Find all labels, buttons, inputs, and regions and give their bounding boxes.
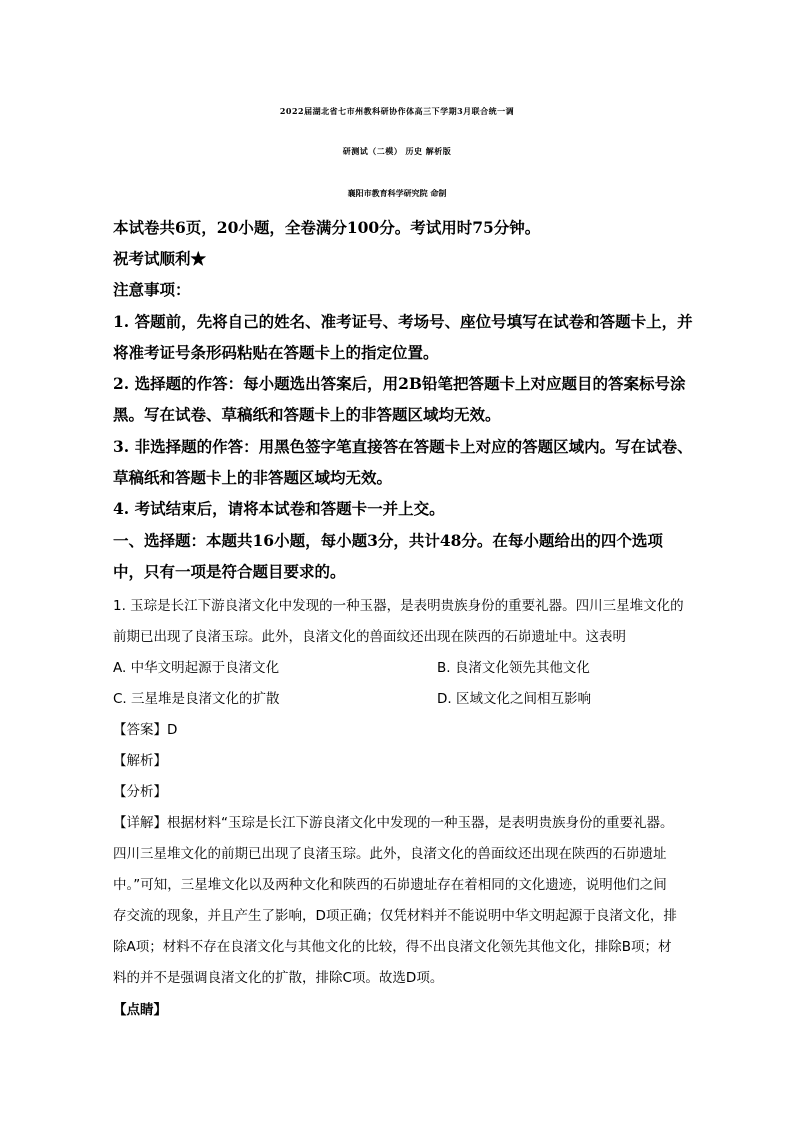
detail-line: 除A项；材料不存在良渚文化与其他文化的比较，得不出良渚文化领先其他文化，排除B项；材	[113, 939, 672, 955]
notice-line: 1. 答题前，先将自己的姓名、准考证号、考场号、座位号填写在试卷和答题卡上，并	[113, 312, 693, 331]
exam-wish: 祝考试顺利★	[113, 249, 207, 268]
notice-line: 4. 考试结束后，请将本试卷和答题卡一并上交。	[113, 499, 445, 518]
answer-line: 【答案】D	[113, 722, 178, 738]
detail-line: 存交流的现象，并且产生了影响，D项正确；仅凭材料并不能说明中华文明起源于良渚文化，排	[113, 908, 677, 924]
notice-line: 3. 非选择题的作答：用黑色签字笔直接答在答题卡上对应的答题区域内。写在试卷、	[113, 437, 693, 456]
option-d: D. 区域文化之间相互影响	[437, 691, 591, 707]
notice-line: 黑。写在试卷、草稿纸和答题卡上的非答题区域均无效。	[113, 405, 501, 424]
question-stem-line: 1. 玉琮是长江下游良渚文化中发现的一种玉器，是表明贵族身份的重要礼器。四川三星堆文化的	[113, 598, 684, 614]
exam-info: 本试卷共6页，20小题，全卷满分100分。考试用时75分钟。	[113, 218, 541, 237]
analysis-label: 【解析】	[113, 753, 167, 769]
notice-heading: 注意事项：	[113, 280, 191, 299]
option-a: A. 中华文明起源于良渚文化	[113, 660, 280, 676]
fenxi-label: 【分析】	[113, 784, 167, 800]
option-c: C. 三星堆是良渚文化的扩散	[113, 691, 280, 707]
notice-line: 将准考证号条形码粘贴在答题卡上的指定位置。	[113, 343, 439, 362]
section-heading-line-2: 中，只有一项是符合题目要求的。	[113, 562, 346, 581]
notice-line: 草稿纸和答题卡上的非答题区域均无效。	[113, 468, 393, 487]
document-title-line-2: 研测试（二模） 历史 解析版	[342, 146, 452, 156]
document-issuer: 襄阳市教育科学研究院 命制	[347, 188, 447, 198]
option-b: B. 良渚文化领先其他文化	[437, 660, 590, 676]
document-title-line-1: 2022届湖北省七市州教科研协作体高三下学期3月联合统一调	[279, 106, 515, 116]
notice-line: 2. 选择题的作答：每小题选出答案后，用2B铅笔把答题卡上对应题目的答案标号涂	[113, 374, 686, 393]
question-stem-line: 前期已出现了良渚玉琮。此外，良渚文化的兽面纹还出现在陕西的石峁遗址中。这表明	[113, 629, 626, 645]
section-heading-line-1: 一、选择题：本题共16小题，每小题3分，共计48分。在每小题给出的四个选项	[113, 531, 663, 550]
dianjing-label: 【点睛】	[113, 1002, 167, 1018]
detail-line: 四川三星堆文化的前期已出现了良渚玉琮。此外，良渚文化的兽面纹还出现在陕西的石峁遗址	[113, 846, 667, 862]
detail-line: 料的并不是强调良渚文化的扩散，排除C项。故选D项。	[113, 970, 444, 986]
detail-line: 中。”可知，三星堆文化以及两种文化和陕西的石峁遗址存在着相同的文化遗迹，说明他们之间	[113, 877, 667, 893]
detail-line: 【详解】根据材料“玉琮是长江下游良渚文化中发现的一种玉器，是表明贵族身份的重要礼器。	[113, 815, 674, 831]
